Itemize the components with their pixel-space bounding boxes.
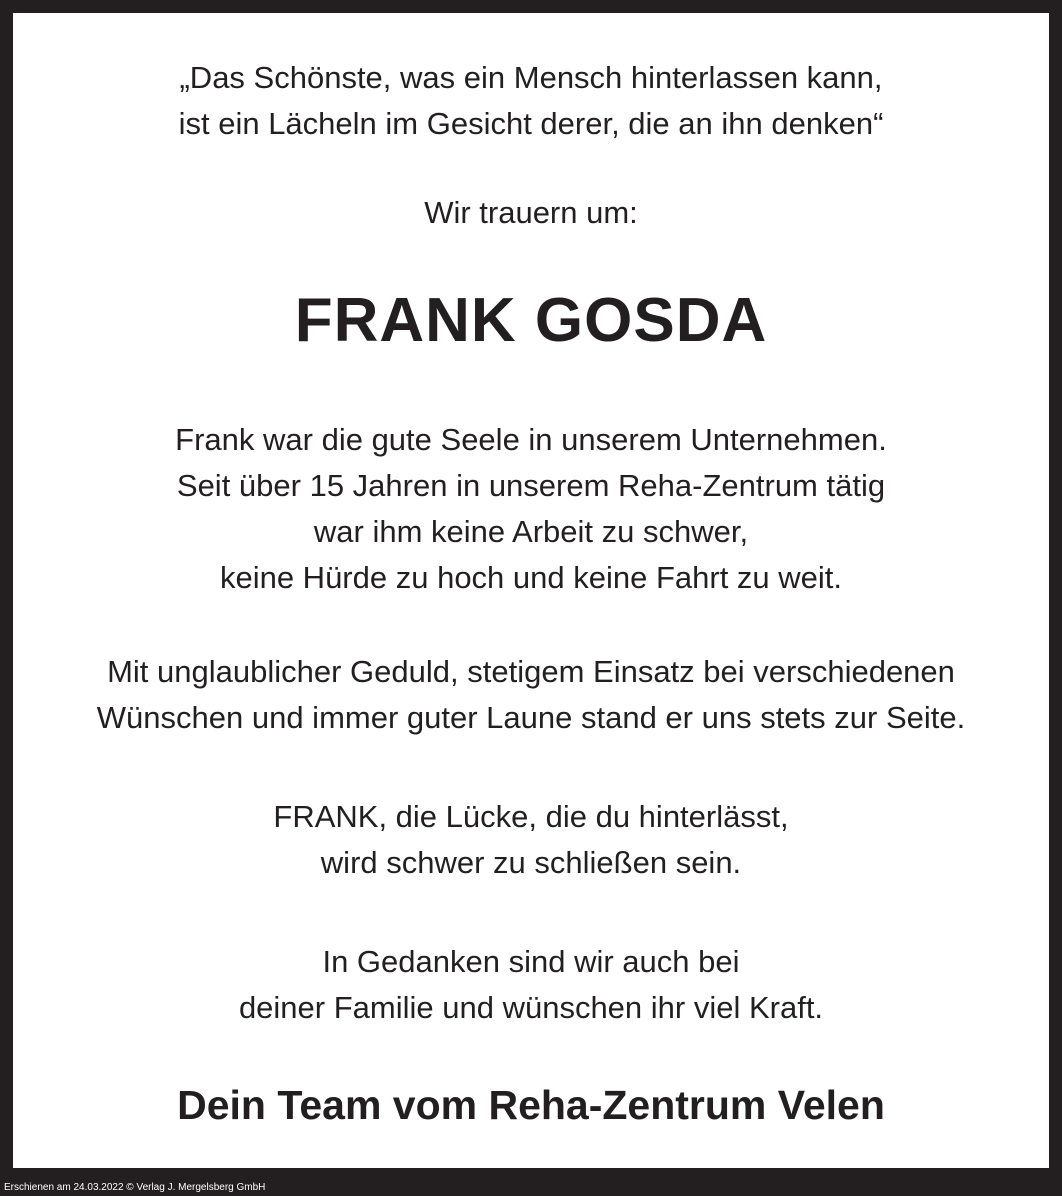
tribute-line: wird schwer zu schließen sein.	[320, 845, 742, 880]
publication-credit: Erschienen am 24.03.2022 © Verlag J. Mergelsberg GmbH	[4, 1182, 266, 1193]
mourning-intro	[13, 193, 1049, 233]
condolence-line: deiner Familie und wünschen ihr viel Kraft.	[238, 990, 824, 1025]
quote-line: ist ein Lächeln im Gesicht derer, die an ihn denken“	[178, 106, 884, 141]
tribute-line: Wünschen und immer guter Laune stand er uns stets zur Seite.	[96, 700, 966, 735]
signature-text: Dein Team vom Reha-Zentrum Velen	[177, 1082, 885, 1128]
tribute-line: Frank war die gute Seele in unserem Unternehmen.	[175, 422, 887, 457]
obituary-notice	[13, 13, 1049, 1168]
tribute-line: Seit über 15 Jahren in unserem Reha-Zentrum tätig	[176, 468, 886, 503]
signature	[13, 1077, 1049, 1133]
tribute-paragraph	[13, 417, 1049, 601]
intro-text: Wir trauern um:	[424, 195, 638, 230]
quote-line: „Das Schönste, was ein Mensch hinterlassen kann,	[179, 60, 883, 95]
condolence-paragraph	[13, 939, 1049, 1031]
condolence-line: In Gedanken sind wir auch bei	[322, 944, 740, 979]
tribute-paragraph	[13, 794, 1049, 886]
tribute-line: Mit unglaublicher Geduld, stetigem Einsatz bei verschiedenen	[107, 654, 955, 689]
tribute-line: keine Hürde zu hoch und keine Fahrt zu weit.	[219, 560, 843, 595]
tribute-line: war ihm keine Arbeit zu schwer,	[313, 514, 749, 549]
tribute-paragraph	[13, 649, 1049, 741]
deceased-name: FRANK GOSDA	[294, 286, 768, 355]
memorial-quote	[13, 55, 1049, 147]
tribute-line: FRANK, die Lücke, die du hinterlässt,	[273, 799, 789, 834]
